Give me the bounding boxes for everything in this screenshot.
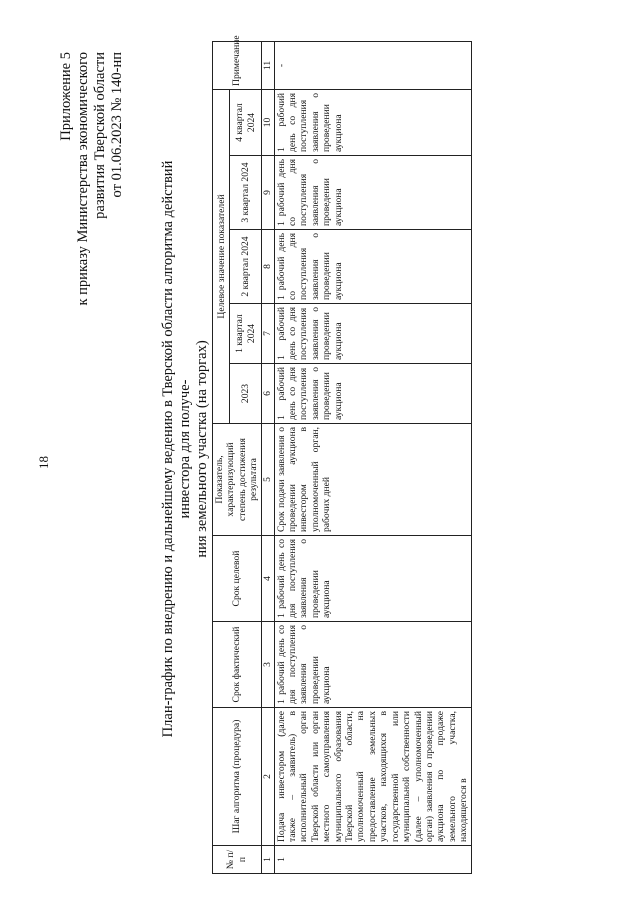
header-step: Шаг алгоритма (процедура) xyxy=(213,708,262,846)
column-number: 11 xyxy=(261,41,274,89)
header-q3-2024: 3 квартал 2024 xyxy=(230,156,261,230)
column-number: 6 xyxy=(261,364,274,424)
page-number: 18 xyxy=(36,456,51,469)
column-number: 7 xyxy=(261,304,274,364)
header-target-values: Целевое значение показателей xyxy=(213,89,230,423)
row-step: Подача инвестором (далее также – заявитель) в исполнительный орган Тверской области или орган местного самоуправления муниципального образования Тверской области, уполномоченный на предоставление земельных участков, находящихся в государственной или муниципальной собственности (далее – уполномоченный орган) заявления о проведении аукциона по продаже земельного участка, находящегося в xyxy=(274,708,471,846)
column-number: 4 xyxy=(261,536,274,622)
column-number-row xyxy=(261,41,274,873)
column-number: 2 xyxy=(261,708,274,846)
column-number: 10 xyxy=(261,89,274,155)
header-note: Примечание xyxy=(213,41,262,89)
column-number: 9 xyxy=(261,156,274,230)
row-note: - xyxy=(274,41,471,89)
table-row xyxy=(274,41,471,873)
row-target: 1 рабочий день со дня поступления заявления о проведении аукциона xyxy=(274,536,471,622)
appendix-line: развития Тверской области xyxy=(92,52,108,219)
row-q3-2024: 1 рабочий день со дня поступления заявления о проведении аукциона xyxy=(274,156,471,230)
column-number: 3 xyxy=(261,622,274,708)
header-q4-2024: 4 квартал 2024 xyxy=(230,89,261,155)
title-line: План-график по внедрению и дальнейшему ведению в Тверской области алгоритма действий инвестора для получе- xyxy=(160,160,193,738)
appendix-line: Приложение 5 xyxy=(58,52,74,141)
appendix-line: к приказу Министерства экономического xyxy=(75,52,91,306)
row-actual: 1 рабочий день со дня поступления заявления о проведении аукциона xyxy=(274,622,471,708)
row-q4-2024: 1 рабочий день со дня поступления заявления о проведении аукциона xyxy=(274,89,471,155)
header-actual: Срок фактический xyxy=(213,622,262,708)
appendix-line: от 01.06.2023 № 140-нп xyxy=(109,52,125,198)
row-2023: 1 рабочий день со дня поступления заявления о проведении аукциона xyxy=(274,364,471,424)
header-q2-2024: 2 квартал 2024 xyxy=(230,230,261,304)
header-target: Срок целевой xyxy=(213,536,262,622)
appendix-header xyxy=(58,52,126,392)
row-q2-2024: 1 рабочий день со дня поступления заявления о проведении аукциона xyxy=(274,230,471,304)
header-indicator: Показатель, характеризующий степень достижения результата xyxy=(213,424,262,536)
header-num: № п/п xyxy=(213,846,262,874)
column-number: 5 xyxy=(261,424,274,536)
title-line: ния земельного участка (на торгах) xyxy=(194,340,210,558)
column-number: 1 xyxy=(261,846,274,874)
header-2023: 2023 xyxy=(230,364,261,424)
row-indicator: Срок подачи заявления о проведении аукциона инвестором в уполномоченный орган, рабочих дней xyxy=(274,424,471,536)
row-num: 1 xyxy=(274,846,471,874)
document-title xyxy=(160,149,211,749)
plan-table xyxy=(212,35,472,874)
header-q1-2024: 1 квартал 2024 xyxy=(230,304,261,364)
column-number: 8 xyxy=(261,230,274,304)
row-q1-2024: 1 рабочий день со дня поступления заявления о проведении аукциона xyxy=(274,304,471,364)
